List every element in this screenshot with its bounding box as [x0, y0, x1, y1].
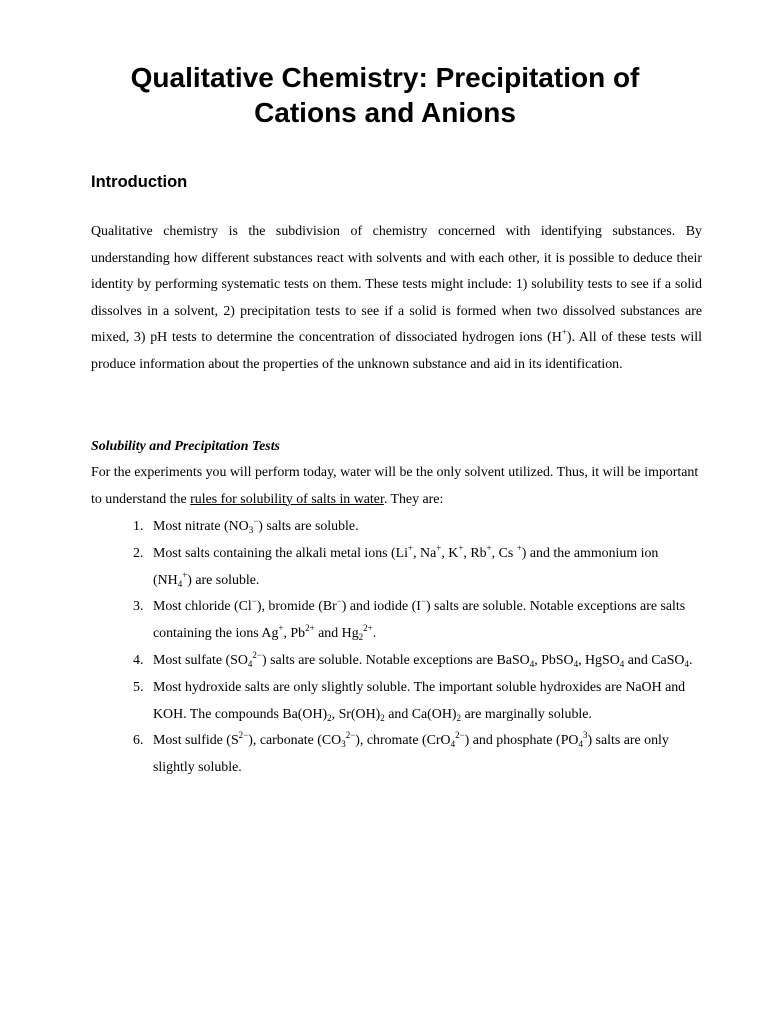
- rule-item: [133, 514, 693, 541]
- solubility-paragraph: [91, 460, 703, 513]
- rule-superscript: 2−: [238, 730, 249, 741]
- rule-item: [133, 675, 693, 729]
- rule-text: , Cs: [491, 545, 517, 561]
- rule-superscript: +: [516, 542, 522, 553]
- rule-superscript: 2+: [305, 623, 315, 634]
- rule-item: [133, 648, 693, 675]
- rule-text: , Na: [413, 545, 437, 561]
- rule-text: Most sulfate (SO: [153, 652, 248, 668]
- rule-text: ), bromide (Br: [256, 599, 337, 615]
- rule-number: 3.: [133, 599, 144, 615]
- hydrogen-ion-charge: +: [561, 327, 567, 337]
- rule-text: ) salts are soluble. Notable exceptions are BaSO: [262, 652, 530, 668]
- rule-superscript: +: [436, 542, 442, 553]
- introduction-text-a: Qualitative chemistry is the subdivision of chemistry concerned with identifying substances. By understanding how different substances react with solvents and with each other, it is possible to deduce their identity by performing systematic tests on them. These tests might include: 1) solubility tests to see if a solid dissolves in a solvent, 2) precipitation tests to see if a solid is formed when two dissolved substances are mixed, 3) pH tests to determine the concentration of dissociated hydrogen ions (H: [91, 224, 702, 345]
- solubility-text-b: . They are:: [383, 491, 444, 507]
- rule-superscript: +: [278, 623, 284, 634]
- rule-superscript: −: [420, 596, 426, 607]
- rule-text: Most sulfide (S: [153, 733, 239, 749]
- rule-text: ) salts are soluble.: [258, 519, 359, 534]
- rule-text: ), chromate (CrO: [355, 733, 451, 749]
- rule-text: ), carbonate (CO: [248, 733, 342, 749]
- rule-item: [133, 541, 693, 595]
- rule-subscript: 4: [578, 739, 583, 750]
- rule-number: 2.: [133, 545, 144, 561]
- rule-text: .: [372, 626, 377, 642]
- solubility-rules-list: [133, 514, 693, 782]
- rule-subscript: 4: [247, 658, 253, 669]
- document-title-line-1: Qualitative Chemistry: Precipitation of: [130, 62, 640, 93]
- rule-subscript: 4: [529, 658, 535, 669]
- rule-subscript: 4: [619, 658, 625, 669]
- rule-text: , HgSO: [578, 652, 620, 668]
- rule-superscript: 2+: [363, 623, 373, 634]
- rule-subscript: 2: [456, 712, 461, 723]
- rule-superscript: 2−: [345, 730, 356, 741]
- rule-text: and Ca(OH): [384, 706, 457, 722]
- rule-text: Most nitrate (NO: [153, 519, 249, 534]
- rule-text: ) are soluble.: [187, 572, 260, 588]
- rule-superscript: 2−: [455, 730, 465, 741]
- rule-text: are marginally soluble.: [461, 706, 592, 722]
- rule-text: Most salts containing the alkali metal ions (Li: [153, 545, 409, 561]
- rule-text: , K: [441, 545, 459, 561]
- rule-text: ) salts are soluble. Notable exceptions are salts containing the ions Ag: [153, 599, 686, 642]
- introduction-paragraph: [91, 219, 702, 378]
- introduction-heading: Introduction: [91, 173, 188, 191]
- rule-item: [133, 728, 693, 782]
- solubility-rules-link[interactable]: rules for solubility of salts in water: [190, 491, 384, 507]
- rule-superscript: −: [336, 596, 342, 607]
- document-title-line-2: Cations and Anions: [254, 97, 516, 128]
- rule-text: , Pb: [283, 626, 306, 642]
- rule-number: 1.: [133, 519, 144, 534]
- rule-number: 4.: [133, 652, 144, 668]
- rule-number: 5.: [133, 679, 144, 695]
- solubility-text-a: For the experiments you will perform today, water will be the only solvent utilized. Thus, it will be important to understand the: [91, 465, 699, 507]
- rule-subscript: 4: [684, 658, 689, 669]
- rule-superscript: +: [182, 569, 188, 580]
- rule-subscript: 2: [327, 712, 332, 723]
- rule-subscript: 3: [341, 739, 346, 750]
- rule-text: , Sr(OH): [331, 706, 381, 722]
- introduction-text-b: ). All of these tests will produce information about the properties of the unknown substance and aid in its identification.: [91, 330, 702, 372]
- rule-subscript: 2: [358, 632, 364, 643]
- rule-text: and CaSO: [624, 652, 685, 668]
- rule-text: Most chloride (Cl: [153, 599, 252, 615]
- solubility-subheading: Solubility and Precipitation Tests: [91, 439, 280, 454]
- rule-text: ) and the ammonium ion (NH: [153, 545, 659, 588]
- rule-text: .: [688, 652, 693, 668]
- rule-text: ) and phosphate (PO: [464, 733, 579, 749]
- rule-text: , Rb: [463, 545, 487, 561]
- rule-superscript: −: [253, 516, 259, 526]
- document-title: [60, 60, 710, 130]
- rule-subscript: 4: [573, 658, 579, 669]
- rule-text: ) and iodide (I: [341, 599, 421, 615]
- rule-superscript: +: [408, 542, 414, 553]
- rule-subscript: 4: [177, 578, 183, 589]
- rule-superscript: 3: [582, 730, 588, 741]
- rule-subscript: 4: [450, 739, 456, 750]
- rule-subscript: 3: [248, 525, 254, 535]
- rule-number: 6.: [133, 733, 144, 749]
- rule-text: and Hg: [314, 626, 359, 642]
- rule-text: Most hydroxide salts are only slightly soluble. The important soluble hydroxides are NaOH and KOH. The compounds Ba(OH): [153, 679, 686, 722]
- rule-text: , PbSO: [534, 652, 574, 668]
- rule-superscript: +: [486, 542, 492, 553]
- rule-item: [133, 594, 693, 648]
- rule-superscript: −: [251, 596, 257, 607]
- rule-superscript: 2−: [252, 649, 262, 660]
- rule-subscript: 2: [380, 712, 385, 723]
- rule-text: ) salts are only slightly soluble.: [153, 733, 669, 776]
- rule-superscript: +: [458, 542, 464, 553]
